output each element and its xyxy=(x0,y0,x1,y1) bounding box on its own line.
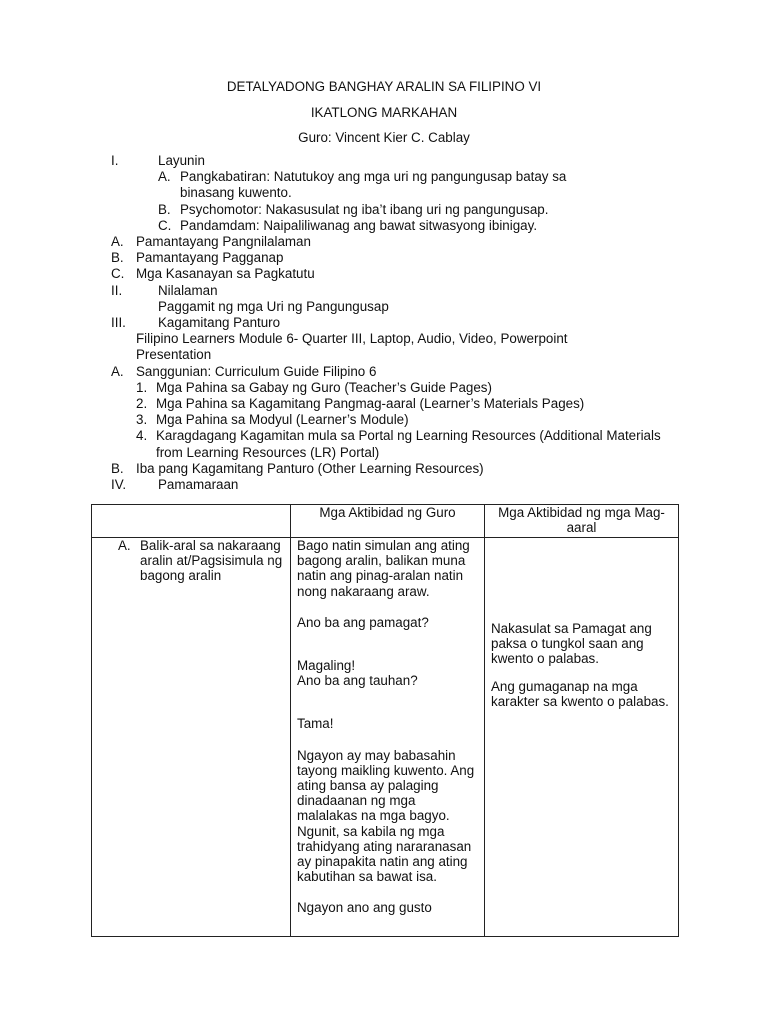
teacher-line: Ngayon ay may babasahin tayong maikling kuwento. Ang ating bansa ay palaging dinadaanan ng mga malalakas na mga bagyo. Ngunit, sa kabila ng mga trahidyang ating nararanasan ay pinapakita natin ang ating kabutihan sa bawat isa. xyxy=(297,747,475,885)
reference-subitem xyxy=(111,396,711,412)
teacher-name: Guro: Vincent Kier C. Cablay xyxy=(298,130,470,145)
section-label: Kagamitang Panturo xyxy=(158,315,281,331)
item-letter: C. xyxy=(158,217,172,233)
other-resources-item xyxy=(111,461,711,477)
student-line: Nakasulat sa Pamagat ang paksa o tungkol saan ang kwento o palabas. xyxy=(491,621,652,667)
item-letter: B. xyxy=(111,250,124,266)
table-header-row xyxy=(92,505,679,538)
item-text: Mga Kasanayan sa Pagkatutu xyxy=(136,266,315,282)
row-label: Balik-aral sa nakaraang aralin at/Pagsisimula ng bagong aralin xyxy=(140,538,283,584)
student-line: Ang gumaganap na mga karakter sa kwento o palabas. xyxy=(491,678,669,709)
objective-item xyxy=(111,218,711,234)
item-text: Mga Pahina sa Kagamitang Pangmag-aaral (Learner’s Materials Pages) xyxy=(156,396,585,412)
standard-item xyxy=(111,234,711,250)
reference-subitem xyxy=(111,412,711,428)
item-text: Mga Pahina sa Gabay ng Guro (Teacher’s Guide Pages) xyxy=(156,379,492,395)
section-label: Pamamaraan xyxy=(158,477,239,493)
roman-numeral: III. xyxy=(111,315,126,331)
document-title: DETALYADONG BANGHAY ARALIN SA FILIPINO VI xyxy=(226,79,542,94)
row-letter: A. xyxy=(118,538,131,553)
item-letter: A. xyxy=(111,234,124,250)
item-letter: A. xyxy=(158,169,171,185)
roman-numeral: I. xyxy=(111,153,119,168)
header-teacher-activities: Mga Aktibidad ng Guro xyxy=(291,505,485,538)
item-letter: B. xyxy=(158,201,171,217)
section-procedure xyxy=(111,477,711,493)
quarter-heading: IKATLONG MARKAHAN xyxy=(310,105,458,120)
reference-subitem xyxy=(111,380,711,396)
standard-item xyxy=(111,250,711,266)
standard-item xyxy=(111,266,711,282)
objective-item xyxy=(111,169,711,201)
teacher-line: Ano ba ang pamagat? xyxy=(297,614,429,630)
roman-numeral: IV. xyxy=(111,477,127,493)
teacher-line: Bago natin simulan ang ating bagong aralin, balikan muna natin ang pinag-aralan natin nong nakaraang araw. xyxy=(297,538,470,599)
lesson-outline xyxy=(111,153,711,493)
section-materials xyxy=(111,315,711,331)
roman-numeral: II. xyxy=(111,282,123,298)
section-label: Layunin xyxy=(158,153,205,168)
teacher-line: Ano ba ang tauhan? xyxy=(297,673,418,689)
objective-item xyxy=(111,202,711,218)
references-item xyxy=(111,364,711,380)
item-letter: C. xyxy=(111,266,125,282)
item-text: Iba pang Kagamitang Panturo (Other Learning Resources) xyxy=(136,460,484,476)
item-number: 4. xyxy=(136,428,148,444)
item-number: 2. xyxy=(136,396,148,412)
item-text: Pamantayang Pangnilalaman xyxy=(136,234,311,250)
item-text: Pandamdam: Naipaliliwanag ang bawat sitwasyong ibinigay. xyxy=(180,217,538,233)
teacher-line: Tama! xyxy=(297,716,334,732)
procedure-table xyxy=(91,504,679,937)
item-number: 3. xyxy=(136,412,148,428)
item-number: 1. xyxy=(136,379,148,395)
student-activity-cell xyxy=(485,538,679,937)
item-text: Pangkabatiran: Natutukoy ang mga uri ng pangungusap batay sa binasang kuwento. xyxy=(180,169,567,201)
header-cell-empty xyxy=(92,505,291,538)
section-label: Nilalaman xyxy=(158,282,218,298)
teacher-line: Ngayon ano ang gusto xyxy=(297,900,432,916)
header-student-activities: Mga Aktibidad ng mga Mag-aaral xyxy=(485,505,679,538)
item-text: Mga Pahina sa Modyul (Learner’s Module) xyxy=(156,412,409,428)
item-letter: B. xyxy=(111,460,124,476)
section-objectives xyxy=(111,153,711,169)
item-text: Psychomotor: Nakasusulat ng iba’t ibang uri ng pangungusap. xyxy=(180,201,549,217)
item-text: Pamantayang Pagganap xyxy=(136,250,284,266)
teacher-activity-cell xyxy=(291,538,485,937)
section-content xyxy=(111,283,711,299)
table-row xyxy=(92,538,679,937)
section-content-text: Paggamit ng mga Uri ng Pangungusap xyxy=(158,298,389,314)
row-label-cell xyxy=(92,538,291,937)
item-text: Sanggunian: Curriculum Guide Filipino 6 xyxy=(136,363,377,379)
reference-subitem xyxy=(111,428,711,460)
section-materials-text: Filipino Learners Module 6- Quarter III, Laptop, Audio, Video, Powerpoint Presentation xyxy=(136,331,568,363)
teacher-line: Magaling! xyxy=(297,658,356,674)
item-letter: A. xyxy=(111,363,124,379)
item-text: Karagdagang Kagamitan mula sa Portal ng Learning Resources (Additional Materials from Learning Resources (LR) Portal) xyxy=(156,428,661,460)
